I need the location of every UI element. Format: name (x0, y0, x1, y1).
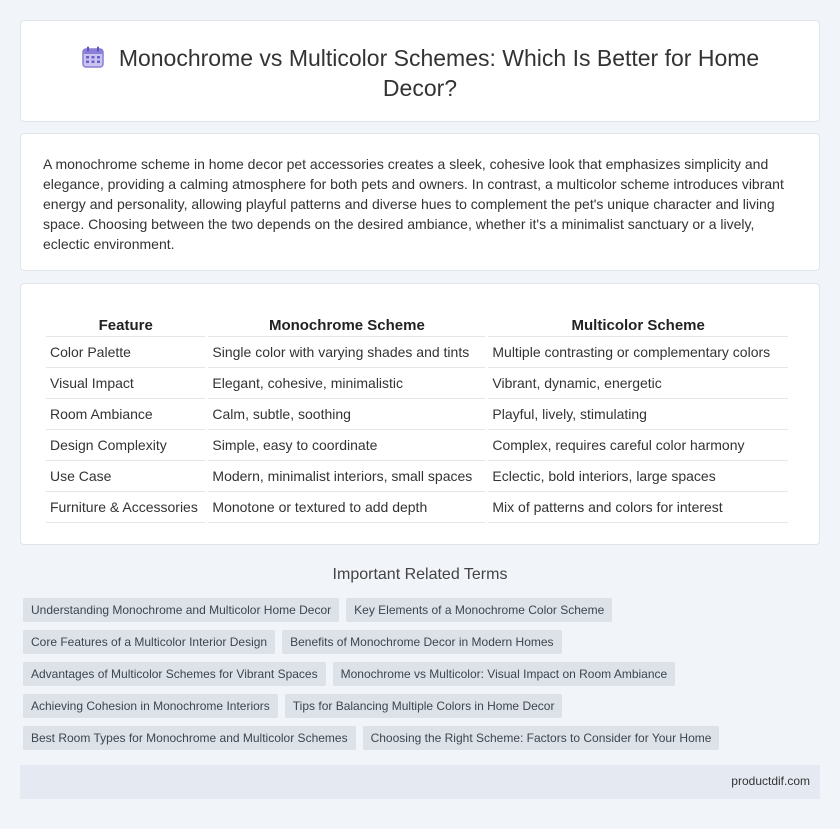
page-title-wrap (61, 43, 779, 103)
page-title: Monochrome vs Multicolor Schemes: Which Is Better for Home Decor? (118, 45, 760, 101)
related-tag[interactable]: Understanding Monochrome and Multicolor Home Decor (23, 598, 339, 622)
comparison-card (20, 283, 820, 545)
cell-feature: Design Complexity (46, 430, 205, 461)
related-terms-title: Important Related Terms (332, 566, 508, 583)
related-tag[interactable]: Choosing the Right Scheme: Factors to Consider for Your Home (363, 726, 720, 750)
cell-feature: Use Case (46, 461, 205, 492)
cell-multicolor: Mix of patterns and colors for interest (488, 492, 788, 523)
related-tag[interactable]: Monochrome vs Multicolor: Visual Impact on Room Ambiance (333, 662, 676, 686)
page-footer (20, 765, 820, 799)
table-row (46, 492, 788, 523)
table-row (46, 430, 788, 461)
comparison-table (43, 315, 791, 523)
cell-monochrome: Modern, minimalist interiors, small spaces (208, 461, 485, 492)
cell-multicolor: Multiple contrasting or complementary colors (488, 337, 788, 368)
tag-row (23, 726, 726, 750)
table-row (46, 337, 788, 368)
tag-row (23, 598, 619, 622)
table-row (46, 461, 788, 492)
cell-multicolor: Complex, requires careful color harmony (488, 430, 788, 461)
related-tag[interactable]: Core Features of a Multicolor Interior Design (23, 630, 275, 654)
cell-feature: Room Ambiance (46, 399, 205, 430)
tag-row (23, 694, 569, 718)
header-feature: Feature (46, 315, 205, 337)
related-tag[interactable]: Achieving Cohesion in Monochrome Interiors (23, 694, 278, 718)
related-tag[interactable]: Key Elements of a Monochrome Color Scheme (346, 598, 612, 622)
cell-multicolor: Playful, lively, stimulating (488, 399, 788, 430)
header-multicolor: Multicolor Scheme (488, 315, 788, 337)
table-row (46, 399, 788, 430)
cell-monochrome: Monotone or textured to add depth (208, 492, 485, 523)
calendar-icon (81, 45, 105, 69)
header-monochrome: Monochrome Scheme (208, 315, 485, 337)
related-tag[interactable]: Advantages of Multicolor Schemes for Vibrant Spaces (23, 662, 326, 686)
page-header (20, 20, 820, 122)
cell-monochrome: Single color with varying shades and tints (208, 337, 485, 368)
table-row (46, 368, 788, 399)
cell-multicolor: Vibrant, dynamic, energetic (488, 368, 788, 399)
footer-site-link[interactable]: productdif.com (731, 774, 810, 788)
related-tag[interactable]: Tips for Balancing Multiple Colors in Home Decor (285, 694, 563, 718)
table-header-row (46, 315, 788, 337)
intro-text: A monochrome scheme in home decor pet accessories creates a sleek, cohesive look that emphasizes simplicity and elegance, providing a calming atmosphere for both pets and owners. In contrast, a multicolor scheme introduces vibrant energy and personality, allowing playful patterns and diverse hues to complement the pet's unique character and living space. Choosing between the two depends on the desired ambiance, whether it's a minimalist sanctuary or a lively, eclectic environment. (43, 156, 784, 252)
intro-card (20, 133, 820, 271)
related-tag[interactable]: Benefits of Monochrome Decor in Modern Homes (282, 630, 561, 654)
tag-row (23, 630, 569, 654)
related-tag[interactable]: Best Room Types for Monochrome and Multicolor Schemes (23, 726, 356, 750)
cell-monochrome: Elegant, cohesive, minimalistic (208, 368, 485, 399)
cell-multicolor: Eclectic, bold interiors, large spaces (488, 461, 788, 492)
cell-monochrome: Calm, subtle, soothing (208, 399, 485, 430)
tag-row (23, 662, 682, 686)
cell-feature: Visual Impact (46, 368, 205, 399)
cell-monochrome: Simple, easy to coordinate (208, 430, 485, 461)
cell-feature: Color Palette (46, 337, 205, 368)
cell-feature: Furniture & Accessories (46, 492, 205, 523)
